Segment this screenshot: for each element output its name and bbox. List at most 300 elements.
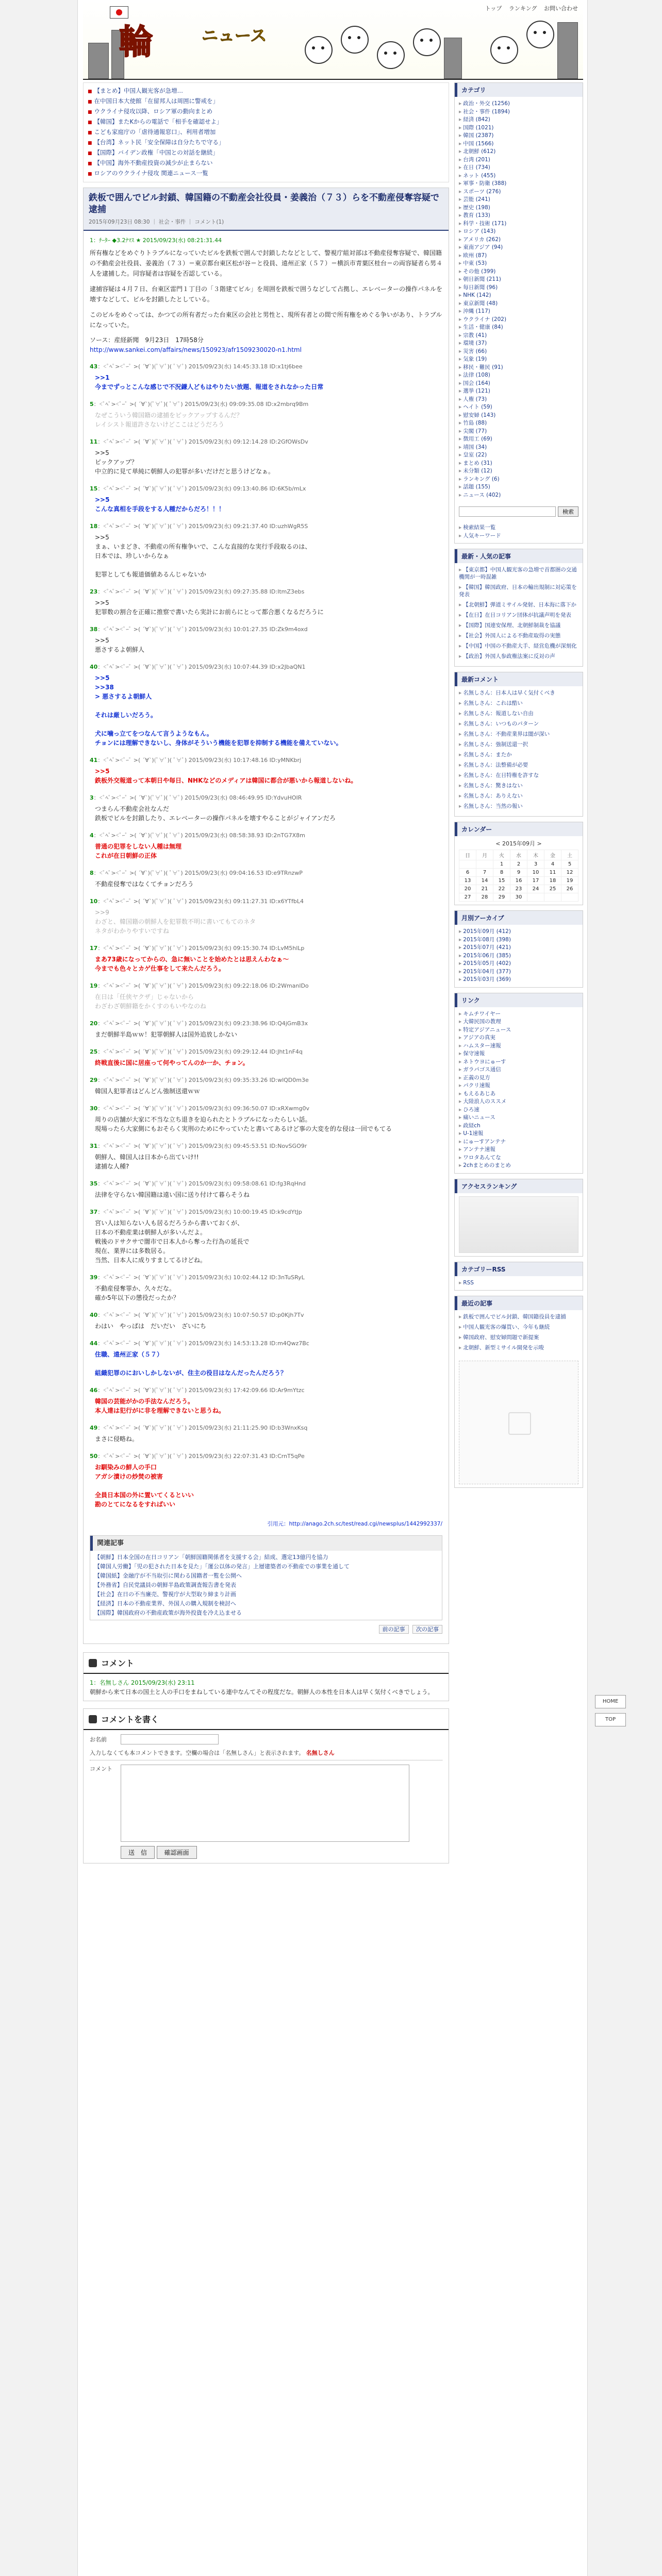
comment-post-header <box>90 756 442 765</box>
comment-post-meta: ：<ﾟﾍﾟ><ﾟｰﾟ >( ´∀`)(ﾟ∀ﾟ)( ﾟ∀ﾟ) 2015/09/23(水) 22:07:31.43 ID:CrnT5qPe <box>97 1453 305 1460</box>
recent-comment-item[interactable]: ▸ 名無しさん：ありえない <box>459 792 578 800</box>
access-ranking-box <box>454 1179 583 1257</box>
recent-comment-item[interactable]: ▸ 名無しさん：当然の報い <box>459 803 578 810</box>
comment-post-number[interactable]: 18 <box>90 523 98 530</box>
comment-post-meta: ：<ﾟﾍﾟ><ﾟｰﾟ >( ´∀`)(ﾟ∀ﾟ)( ﾟ∀ﾟ) 2015/09/23(水) 09:27:35.88 ID:ItmZ3ebs <box>97 588 305 595</box>
comment-post <box>90 1142 442 1176</box>
archive-item[interactable]: ▸ 2015年05月 (402) <box>459 960 578 968</box>
recent-comment-item[interactable]: ▸ 名無しさん：報道しない自由 <box>459 710 578 717</box>
link-item[interactable]: ▸ もえるあじあ <box>459 1090 578 1098</box>
popular-item[interactable]: ▸ 【東京都】中国人観光客の急増で首都圏の交通機関が一時混雑 <box>459 566 578 581</box>
header-menu-item[interactable]: ランキング <box>508 5 537 12</box>
link-item[interactable]: ▸ ガラパゴス通信 <box>459 1066 578 1074</box>
content-wrapper <box>77 0 588 2576</box>
quote-source-link[interactable]: 引用元：http://anago.2ch.sc/test/read.cgi/newsplus/1442992337/ <box>267 1521 442 1527</box>
comment-post <box>90 1179 442 1205</box>
headline-item[interactable]: ■ 在中国日本大使館「在留邦人は周囲に警戒を」 <box>88 96 444 107</box>
calendar-weekday: 日 <box>459 850 476 860</box>
comment-post <box>90 756 442 790</box>
recent-comment-item[interactable]: ▸ 名無しさん：またか <box>459 751 578 758</box>
form-notice-default-name: 名無しさん <box>306 1750 335 1756</box>
category-item[interactable]: ▸ 宗教 (41) <box>459 332 578 340</box>
main-column <box>83 82 449 1863</box>
rss-link[interactable]: ▸ RSS <box>459 1279 578 1287</box>
headline-item[interactable]: ■ 【台湾】ネット民「安全保障は自分たちで守る」 <box>88 138 444 148</box>
headline-item[interactable]: ■ 【中国】海外不動産投資の減少が止まらない <box>88 158 444 168</box>
comment-post <box>90 484 442 519</box>
comment-post-text: 朝鮮人、韓国人は日本から出ていけ!! 逮捕な人種? <box>95 1154 199 1170</box>
category-item[interactable]: ▸ ロシア (143) <box>459 228 578 236</box>
category-item[interactable]: ▸ NHK (142) <box>459 292 578 300</box>
calendar-day <box>544 893 561 902</box>
mascot-icon <box>490 36 518 64</box>
comment-post-header <box>90 625 442 634</box>
category-item[interactable]: ▸ 国会 (164) <box>459 380 578 388</box>
rss-title: カテゴリーRSS <box>455 1262 583 1276</box>
sidebar <box>454 82 583 1493</box>
archive-item[interactable]: ▸ 2015年08月 (398) <box>459 936 578 944</box>
link-item[interactable]: ▸ 正義の見方 <box>459 1074 578 1082</box>
article-header <box>84 188 449 231</box>
related-item[interactable]: 【社会】在日の不当廉売、警視庁が大型取り締まり計画 <box>94 1591 236 1598</box>
article-body <box>84 231 449 1643</box>
comment-post <box>90 400 442 434</box>
comment-post-text: 法律を守らない韓国籍は遠い国に送り付けて暮らそうね <box>95 1191 250 1198</box>
category-item[interactable]: ▸ 災害 (66) <box>459 348 578 356</box>
category-item[interactable]: ▸ 歴史 (198) <box>459 204 578 212</box>
header-building-left <box>88 43 109 79</box>
comment-post-number[interactable]: 19 <box>90 982 98 989</box>
recent-comment-item[interactable]: ▸ 名無しさん：驚きはない <box>459 782 578 789</box>
calendar-day[interactable]: 10 <box>527 869 544 877</box>
category-item[interactable]: ▸ 教育 (133) <box>459 212 578 220</box>
calendar-day[interactable]: 20 <box>459 885 476 893</box>
comment-post-number[interactable]: 37 <box>90 1209 98 1215</box>
feed-title: 最近の記事 <box>455 1296 583 1310</box>
comment-post <box>90 869 442 894</box>
category-item[interactable]: ▸ 在日 (734) <box>459 164 578 172</box>
comment-post-number[interactable]: 30 <box>90 1105 98 1112</box>
category-item[interactable]: ▸ 経済 (842) <box>459 116 578 124</box>
search-button[interactable]: 検索 <box>558 506 578 517</box>
calendar-day[interactable]: 18 <box>544 877 561 885</box>
comment-post-number[interactable]: 41 <box>90 757 98 764</box>
comment-post-number[interactable]: 23 <box>90 588 98 595</box>
category-item[interactable]: ▸ ニュース (402) <box>459 492 578 500</box>
comment-post <box>90 522 442 584</box>
calendar-month[interactable]: < 2015年09月 > <box>495 840 542 847</box>
category-item[interactable]: ▸ 皇室 (22) <box>459 451 578 460</box>
calendar-day[interactable]: 7 <box>476 869 493 877</box>
comment-post-header <box>90 1339 442 1348</box>
comment-post-number[interactable]: 5 <box>90 401 94 408</box>
comment-post-text: 普通の犯罪をしない人種は無理 これが在日朝鮮の正体 <box>95 843 182 859</box>
category-item[interactable]: ▸ 徴用工 (69) <box>459 435 578 444</box>
headline-item[interactable]: ■ 【国際】バイデン政権「中国との対話を継続」 <box>88 148 444 158</box>
prev-article-link[interactable]: 前の記事 <box>379 1625 409 1634</box>
category-item[interactable]: ▸ スポーツ (276) <box>459 188 578 196</box>
comment-post-meta: ：<ﾟﾍﾟ><ﾟｰﾟ >( ´∀`)(ﾟ∀ﾟ)( ﾟ∀ﾟ) 2015/09/23(水) 09:29:12.44 ID:Jht1nF4q <box>97 1048 303 1055</box>
calendar-day[interactable]: 5 <box>561 860 578 869</box>
category-item[interactable]: ▸ 法律 (108) <box>459 371 578 380</box>
comment-post-number[interactable]: 49 <box>90 1425 98 1431</box>
recent-comments-title: 最新コメント <box>455 672 583 686</box>
comment-post-header <box>90 1386 442 1395</box>
ranking-banner[interactable] <box>459 1196 578 1253</box>
calendar-day[interactable]: 21 <box>476 885 493 893</box>
recent-comment-item[interactable]: ▸ 名無しさん：不動産業界は闇が深い <box>459 731 578 738</box>
comment-post-text: なぜこういう韓国籍の逮捕をピックアップするんだ？ レイシスト報道許さないけどここはどうだろう <box>95 412 243 428</box>
comment-post-meta: ：<ﾟﾍﾟ><ﾟｰﾟ >( ´∀`)(ﾟ∀ﾟ)( ﾟ∀ﾟ) 2015/09/23(水) 09:23:38.96 ID:Q4jGmB3x <box>97 1020 308 1027</box>
comment-post-number[interactable]: 17 <box>90 945 98 952</box>
archive-item[interactable]: ▸ 2015年03月 (369) <box>459 976 578 984</box>
popular-item[interactable]: ▸ 【在日】在日コリアン団体が抗議声明を発表 <box>459 612 578 619</box>
comment-post-meta: ：<ﾟﾍﾟ><ﾟｰﾟ >( ´∀`)(ﾟ∀ﾟ)( ﾟ∀ﾟ) 2015/09/23(水) 10:00:19.45 ID:k9cdYtJp <box>97 1209 302 1215</box>
related-item[interactable]: 【外務省】自民党議員の朝鮮半島政策調査報告書を発表 <box>94 1582 236 1588</box>
comment-post-meta: ：<ﾟﾍﾟ><ﾟｰﾟ >( ´∀`)(ﾟ∀ﾟ)( ﾟ∀ﾟ) 2015/09/23(水) 10:02:44.12 ID:3nTuSRyL <box>97 1274 305 1281</box>
recent-comments-box <box>454 672 583 817</box>
comment-post-meta: ：<ﾟﾍﾟ><ﾟｰﾟ >( ´∀`)(ﾟ∀ﾟ)( ﾟ∀ﾟ) 2015/09/23(水) 09:35:33.26 ID:wlQD0m3e <box>97 1077 309 1083</box>
header-menu-item[interactable]: トップ <box>485 5 502 12</box>
site-logo[interactable]: 輪 <box>119 22 155 62</box>
category-item[interactable]: ▸ 韓国 (2387) <box>459 132 578 140</box>
calendar-day[interactable]: 30 <box>510 893 527 902</box>
article-intro: 逮捕容疑は４月７日、台東区雷門１丁目の「３階建てビル」を周囲を鉄板で囲うなどして占拠し、エレベーターの操作パネルを壊すなどして、ビルを封鎖したとしている。 <box>90 285 443 303</box>
link-item[interactable]: ▸ ネトウヨにゅーす <box>459 1058 578 1066</box>
popular-item[interactable]: ▸ 【北朝鮮】弾道ミサイル発射、日本海に落下か <box>459 601 578 608</box>
comment-post-number[interactable]: 44 <box>90 1340 98 1347</box>
link-item[interactable]: ▸ 政経ch <box>459 1122 578 1130</box>
comment-post-number[interactable]: 46 <box>90 1387 98 1394</box>
calendar-day[interactable]: 29 <box>493 893 510 902</box>
category-item[interactable]: ▸ まとめ (31) <box>459 460 578 468</box>
category-item[interactable]: ▸ 中国 (1566) <box>459 140 578 148</box>
category-item[interactable]: ▸ 朝日新聞 (211) <box>459 276 578 284</box>
comment-post-text: >>5 ピックアップ？ 中立的に見て単純に朝鮮人の犯罪が多いだけだと思うけどなぁ。 <box>95 449 275 475</box>
links-list <box>455 1007 583 1173</box>
archive-item[interactable]: ▸ 2015年06月 (385) <box>459 952 578 960</box>
category-item[interactable]: ▸ その他 (399) <box>459 268 578 276</box>
category-list <box>455 97 583 502</box>
comment-post-number[interactable]: 38 <box>90 626 98 633</box>
calendar <box>455 836 583 905</box>
article-title[interactable]: 鉄板で囲んでビル封鎖、韓国籍の不動産会社役員・姜義治（７３）らを不動産侵奪容疑で逮捕 <box>89 193 439 215</box>
comment-post-number[interactable]: 43 <box>90 363 98 370</box>
comment-post-header <box>90 1104 442 1113</box>
popular-item[interactable]: ▸ 【政治】外国人参政権法案に反対の声 <box>459 653 578 660</box>
category-item[interactable]: ▸ 選挙 (121) <box>459 387 578 396</box>
feed-item[interactable]: ▸ 韓国政府、慰安婦問題で新提案 <box>459 1334 578 1341</box>
category-item[interactable]: ▸ 人権 (73) <box>459 396 578 404</box>
form-title-text: コメントを書く <box>101 1715 159 1724</box>
archive-item[interactable]: ▸ 2015年09月 (412) <box>459 928 578 936</box>
popular-box <box>454 549 583 667</box>
popular-item[interactable]: ▸ 【社会】外国人による不動産取得の実態 <box>459 632 578 639</box>
feed-item[interactable]: ▸ 鉄板で囲んでビル封鎖、韓国籍役員を逮捕 <box>459 1313 578 1320</box>
category-item[interactable]: ▸ 台湾 (201) <box>459 156 578 164</box>
related-item[interactable]: 【経済】日本の不動産業界、外国人の購入規制を検討へ <box>94 1600 236 1607</box>
comment-post <box>90 897 442 941</box>
category-item[interactable]: ▸ 北朝鮮 (612) <box>459 148 578 156</box>
category-item[interactable]: ▸ 国際 (1021) <box>459 124 578 132</box>
category-item[interactable]: ▸ 話題 (155) <box>459 483 578 492</box>
comment-post <box>90 1452 442 1514</box>
calendar-day[interactable]: 16 <box>510 877 527 885</box>
comment-post-text: >>9 わざと、韓国籍の朝鮮人を犯罪数不明に書いてもてのネタ ネタがわかりやすいですね <box>95 909 256 935</box>
comment-post-number[interactable]: 29 <box>90 1077 98 1083</box>
headline-list <box>83 82 449 182</box>
calendar-box <box>454 822 583 905</box>
category-item[interactable]: ▸ 気象 (19) <box>459 355 578 364</box>
headline-item[interactable]: ■ 【まとめ】中国人観光客が急増… <box>88 86 444 96</box>
calendar-day[interactable]: 19 <box>561 877 578 885</box>
mascot-icon <box>341 26 369 54</box>
body-row <box>90 1765 442 1842</box>
comment-post <box>90 1339 442 1383</box>
category-item[interactable]: ▸ 未分類 (12) <box>459 467 578 476</box>
header-building-right <box>444 38 462 79</box>
search-input[interactable] <box>459 506 556 517</box>
calendar-day[interactable]: 3 <box>527 860 544 869</box>
comment-post-number[interactable]: 15 <box>90 485 98 492</box>
source-link[interactable]: http://www.sankei.com/affairs/news/150923/afr1509230020-n1.html <box>90 346 302 353</box>
headline-item[interactable]: ■ 【韓国】またKからの電話で「相手を確認せよ」 <box>88 117 444 127</box>
search-link[interactable]: ▸ 検索結果一覧 <box>459 524 578 532</box>
recent-comment-item[interactable]: ▸ 名無しさん：強制送還一択 <box>459 741 578 748</box>
comment-post-text: 宮い人は知らない人も居るだろうから書いておくが、 日本の不動産業は朝鮮人が多いんだよ。 戦後のドサクサで闇市で日本人から奪った行為の延長で 現在、業界には多数居る。 当然、日本人に成りすましてるけどね。 <box>95 1219 250 1264</box>
confirm-button[interactable]: 確認画面 <box>157 1846 197 1859</box>
top-button[interactable]: TOP <box>595 1713 626 1726</box>
popular-item[interactable]: ▸ 【中国】中国の不動産大手、経営危機が深刻化 <box>459 642 578 650</box>
category-item[interactable]: ▸ 東南アジア (94) <box>459 244 578 252</box>
comment-post-number[interactable]: 40 <box>90 664 98 670</box>
comment-post-meta: ：<ﾟﾍﾟ><ﾟｰﾟ >( ´∀`)(ﾟ∀ﾟ)( ﾟ∀ﾟ) 2015/09/23(水) 09:45:53.51 ID:NovSGO9r <box>97 1143 307 1149</box>
comment-post-number[interactable]: 25 <box>90 1048 98 1055</box>
name-label: お名前 <box>90 1736 107 1743</box>
link-item[interactable]: ▸ パクリ速報 <box>459 1082 578 1090</box>
category-item[interactable]: ▸ ランキング (6) <box>459 476 578 484</box>
calendar-day[interactable]: 24 <box>527 885 544 893</box>
form-notice-text: 入力しなくても本コメントできます。空欄の場合は「名無しさん」と表示されます。 <box>90 1750 305 1756</box>
related-item[interactable]: 【朝鮮】日本全国の在日コリアン「朝鮮国籍関係者を支援する会」結成、選定13億円を協力 <box>94 1554 328 1561</box>
comment-post-number[interactable]: 31 <box>90 1143 98 1149</box>
calendar-day[interactable]: 6 <box>459 869 476 877</box>
category-item[interactable]: ▸ 軍事・防衛 (388) <box>459 180 578 188</box>
calendar-day[interactable]: 23 <box>510 885 527 893</box>
category-item[interactable]: ▸ 中東 (53) <box>459 260 578 268</box>
calendar-day[interactable]: 9 <box>510 869 527 877</box>
comment-post-header <box>90 1076 442 1084</box>
calendar-week <box>459 860 578 869</box>
headline-item[interactable]: ■ こども家庭庁の「虐待通報窓口」、利用者増加 <box>88 127 444 138</box>
comment-post-number[interactable]: 50 <box>90 1453 98 1460</box>
comment-post <box>90 1208 442 1270</box>
site-logo-subtitle[interactable]: ニュース <box>202 26 267 45</box>
category-item[interactable]: ▸ 生活・健康 (84) <box>459 324 578 332</box>
calendar-day[interactable]: 26 <box>561 885 578 893</box>
link-item[interactable]: ▸ 大陸浪人のススメ <box>459 1098 578 1106</box>
feed-item[interactable]: ▸ 北朝鮮、新型ミサイル開発を示唆 <box>459 1344 578 1351</box>
comment-post-number[interactable]: 11 <box>90 438 98 445</box>
calendar-head-row <box>459 850 578 860</box>
calendar-day[interactable]: 8 <box>493 869 510 877</box>
link-item[interactable]: ▸ 2chまとめのまとめ <box>459 1162 578 1170</box>
recent-comment-item[interactable]: ▸ 名無しさん：いつものパターン <box>459 720 578 727</box>
comment-post <box>90 1047 442 1073</box>
comment-post-text: 終戦直後に国に居座って何やってんのか一か、チョン。 <box>95 1059 249 1066</box>
next-article-link[interactable]: 次の記事 <box>412 1625 442 1634</box>
link-item[interactable]: ▸ アンテナ速報 <box>459 1146 578 1154</box>
link-item[interactable]: ▸ U-1速報 <box>459 1130 578 1138</box>
related-item[interactable]: 【韓国人労働】「児の犯された日本を見た」「運公以体の発言」上層建築者の不動産での事業を通して <box>94 1563 350 1570</box>
ad-banner[interactable] <box>459 1361 578 1484</box>
category-item[interactable]: ▸ 東京新聞 (48) <box>459 300 578 308</box>
category-item[interactable]: ▸ 尖閣 (77) <box>459 428 578 436</box>
comment-post-number[interactable]: 8 <box>90 870 94 876</box>
name-input[interactable] <box>121 1734 219 1744</box>
calendar-day[interactable]: 1 <box>493 860 510 869</box>
mascot-icon <box>377 41 405 69</box>
archive-item[interactable]: ▸ 2015年07月 (421) <box>459 944 578 952</box>
comment-post-text: >>5 こんな真相を手段をする人種だからだろ！！！ <box>95 496 225 513</box>
category-item[interactable]: ▸ 靖国 (34) <box>459 444 578 452</box>
calendar-day[interactable]: 25 <box>544 885 561 893</box>
link-item[interactable]: ▸ 特定アジアニュース <box>459 1026 578 1035</box>
calendar-day[interactable]: 28 <box>476 893 493 902</box>
calendar-week <box>459 885 578 893</box>
recent-comment-item[interactable]: ▸ 名無しさん：これは酷い <box>459 700 578 707</box>
category-item[interactable]: ▸ ネット (455) <box>459 172 578 180</box>
comment-post-number[interactable]: 3 <box>90 794 94 801</box>
comment-post-header <box>90 944 442 953</box>
related-item[interactable]: 【国際】韓国政府の不動産政策が海外投資を冷え込ませる <box>94 1609 242 1616</box>
calendar-day[interactable]: 17 <box>527 877 544 885</box>
category-item[interactable]: ▸ 芸能 (241) <box>459 196 578 204</box>
comment-post-header <box>90 1047 442 1056</box>
headline-item[interactable]: ■ ロシアのウクライナ侵攻 関連ニュース一覧 <box>88 168 444 179</box>
calendar-day <box>527 893 544 902</box>
comment-post-number[interactable]: 39 <box>90 1274 98 1281</box>
header-menu-item[interactable]: お問い合わせ <box>544 5 578 12</box>
category-item[interactable]: ▸ 移民・難民 (91) <box>459 364 578 372</box>
calendar-day[interactable]: 2 <box>510 860 527 869</box>
comment-post-header <box>90 1142 442 1150</box>
link-item[interactable]: ▸ にゅーすアンテナ <box>459 1138 578 1146</box>
feed-item[interactable]: ▸ 中国人観光客の爆買い、今年も継続 <box>459 1324 578 1331</box>
category-item[interactable]: ▸ 沖縄 (117) <box>459 308 578 316</box>
comment-post-text: 在日は「任侠ヤクザ」じゃないから わざわざ朝鮮籍をかくすのもいやなのね <box>95 993 207 1010</box>
category-item[interactable]: ▸ 科学・技術 (171) <box>459 220 578 228</box>
calendar-day[interactable]: 15 <box>493 877 510 885</box>
home-button[interactable]: HOME <box>595 1695 626 1708</box>
calendar-weekday: 金 <box>544 850 561 860</box>
calendar-week <box>459 893 578 902</box>
comment-post-number[interactable]: 35 <box>90 1180 98 1187</box>
article-meta: 2015年09月23日 08:30 ｜ 社会・事件 ｜ コメント(1) <box>89 219 224 225</box>
calendar-day[interactable]: 13 <box>459 877 476 885</box>
link-item[interactable]: ▸ 大韓民国の教理 <box>459 1018 578 1026</box>
popular-item[interactable]: ▸ 【国際】国連安保理、北朝鮮制裁を協議 <box>459 622 578 629</box>
link-item[interactable]: ▸ ワロタあんてな <box>459 1154 578 1162</box>
calendar-day[interactable]: 12 <box>561 869 578 877</box>
comment-post-number[interactable]: 10 <box>90 898 98 905</box>
comment-post-header <box>90 897 442 906</box>
related-title: 関連記事 <box>90 1536 442 1551</box>
recent-comment-item[interactable]: ▸ 名無しさん：日本人は早く気付くべき <box>459 689 578 697</box>
popular-title: 最新・人気の記事 <box>455 549 583 563</box>
calendar-day[interactable]: 22 <box>493 885 510 893</box>
headline-item[interactable]: ■ ウクライナ侵攻以降、ロシア軍の動向まとめ <box>88 107 444 117</box>
comment-post-meta: ：<ﾟﾍﾟ><ﾟｰﾟ >( ´∀`)(ﾟ∀ﾟ)( ﾟ∀ﾟ) 2015/09/23(水) 09:04:16.53 ID:e9TRnzwP <box>93 870 303 876</box>
category-item[interactable]: ▸ ヘイト (59) <box>459 403 578 412</box>
link-item[interactable]: ▸ 保守速報 <box>459 1050 578 1058</box>
category-item[interactable]: ▸ 欧州 (87) <box>459 252 578 260</box>
comment-post <box>90 981 442 1016</box>
calendar-day[interactable]: 11 <box>544 869 561 877</box>
category-item[interactable]: ▸ 環境 (37) <box>459 340 578 348</box>
comment-icon <box>89 1659 97 1667</box>
popular-item[interactable]: ▸ 【韓国】韓国政府、日本の輸出規制に対応策を発表 <box>459 584 578 598</box>
archive-item[interactable]: ▸ 2015年04月 (377) <box>459 968 578 976</box>
body-label: コメント <box>90 1766 112 1772</box>
link-item[interactable]: ▸ ひろ速 <box>459 1106 578 1114</box>
recent-comment-item[interactable]: ▸ 名無しさん：法整備が必要 <box>459 761 578 769</box>
link-item[interactable]: ▸ 痛いニュース <box>459 1114 578 1122</box>
calendar-weekday: 月 <box>476 850 493 860</box>
comment-post-text: わはい やっぱは だいだい ざいにち <box>95 1323 207 1330</box>
comment-post-header <box>90 1179 442 1188</box>
article-intro: 所有権などをめぐりトラブルになっていたビルを鉄板で囲んで封鎖したなどとして、警視庁組対部は不動産侵奪容疑で、韓国籍の不動産会社役員、姜義治（７３）＝東京都台東区松が谷＝と役員、遠州正家（５７）＝横浜市青葉区桂台＝の両容疑者ら男４人を逮捕した。同容疑者は容疑を否認している。 <box>90 249 443 277</box>
comment-post <box>90 437 442 481</box>
calendar-weekday: 木 <box>527 850 544 860</box>
comment-textarea[interactable] <box>121 1765 409 1842</box>
category-item[interactable]: ▸ 竹島 (88) <box>459 419 578 428</box>
link-item[interactable]: ▸ ハムスター速報 <box>459 1042 578 1050</box>
comment-post-meta: ：<ﾟﾍﾟ><ﾟｰﾟ >( ´∀`)(ﾟ∀ﾟ)( ﾟ∀ﾟ) 2015/09/23(水) 10:17:48.16 ID:yMNKbrj <box>97 757 302 764</box>
category-item[interactable]: ▸ ウクライナ (202) <box>459 316 578 324</box>
category-item[interactable]: ▸ 政治・外交 (1256) <box>459 100 578 108</box>
category-item[interactable]: ▸ 社会・事件 (1894) <box>459 108 578 116</box>
category-item[interactable]: ▸ 毎日新聞 (96) <box>459 284 578 292</box>
comment-post-text: 不動産侵奪ではなくてチョンだろう <box>95 880 194 888</box>
recent-comment-item[interactable]: ▸ 名無しさん：在日特権を許すな <box>459 772 578 779</box>
search-row <box>455 502 583 521</box>
category-box <box>454 82 583 544</box>
link-item[interactable]: ▸ アジアの真実 <box>459 1034 578 1042</box>
category-item[interactable]: ▸ 慰安婦 (143) <box>459 412 578 420</box>
related-item[interactable]: 【韓国紙】金融庁が不当取引に関わる国籍者一覧を公開へ <box>94 1572 242 1579</box>
link-item[interactable]: ▸ キムチワイヤー <box>459 1010 578 1019</box>
comment-post-meta: ：<ﾟﾍﾟ><ﾟｰﾟ >( ´∀`)(ﾟ∀ﾟ)( ﾟ∀ﾟ) 2015/09/23(水) 08:46:49.95 ID:YdvuHOIR <box>93 794 302 801</box>
header-building-right <box>557 22 578 79</box>
calendar-day[interactable]: 14 <box>476 877 493 885</box>
comment-post-number[interactable]: 20 <box>90 1020 98 1027</box>
comment-post-meta: ：<ﾟﾍﾟ><ﾟｰﾟ >( ´∀`)(ﾟ∀ﾟ)( ﾟ∀ﾟ) 2015/09/23(水) 14:45:33.18 ID:x1tj6bee <box>97 363 303 370</box>
submit-button[interactable]: 送 信 <box>121 1846 155 1859</box>
rss-box <box>454 1262 583 1291</box>
comment-post-number[interactable]: 40 <box>90 1312 98 1318</box>
related-articles <box>90 1535 442 1620</box>
category-item[interactable]: ▸ アメリカ (262) <box>459 236 578 244</box>
comment-post-number[interactable]: 4 <box>90 832 94 839</box>
comment-post-meta: ：<ﾟﾍﾟ><ﾟｰﾟ >( ´∀`)(ﾟ∀ﾟ)( ﾟ∀ﾟ) 2015/09/23(水) 08:58:38.93 ID:2nTG7X8m <box>93 832 305 839</box>
calendar-weekday: 土 <box>561 850 578 860</box>
comment-post <box>90 587 442 622</box>
comment-post-meta: ：<ﾟﾍﾟ><ﾟｰﾟ >( ´∀`)(ﾟ∀ﾟ)( ﾟ∀ﾟ) 2015/09/23(水) 09:58:08.61 ID:fg3RqHnd <box>97 1180 306 1187</box>
calendar-day[interactable]: 4 <box>544 860 561 869</box>
calendar-day[interactable]: 27 <box>459 893 476 902</box>
search-link[interactable]: ▸ 人気キーワード <box>459 532 578 540</box>
